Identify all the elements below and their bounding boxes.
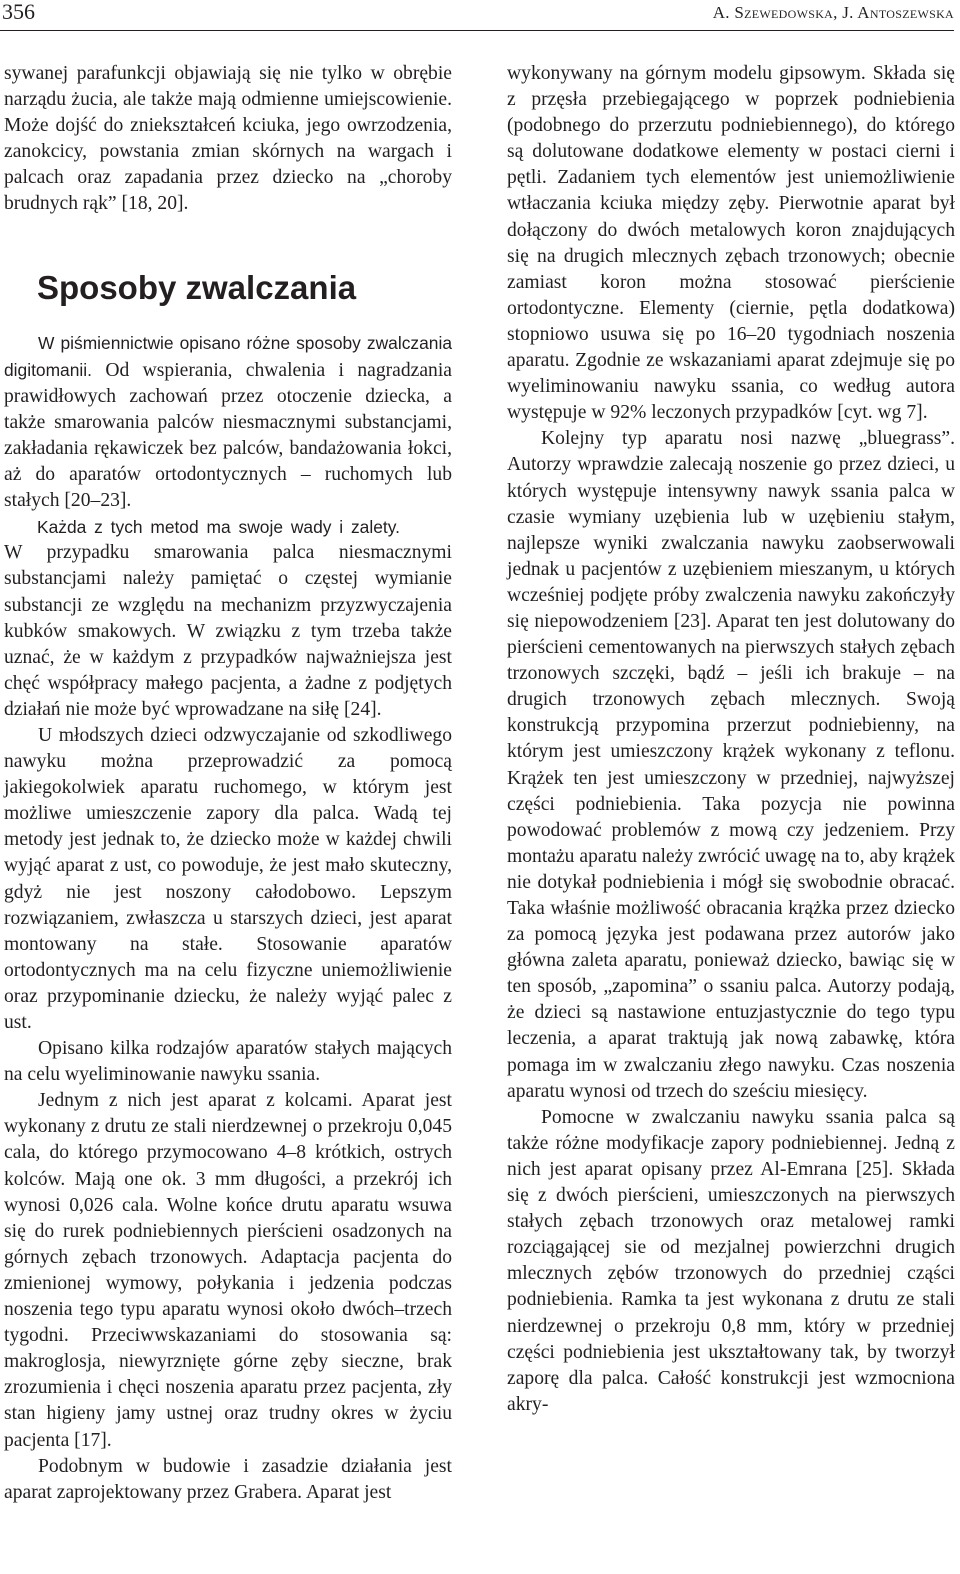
page-header	[0, 0, 954, 31]
paragraph: U młodszych dzieci odzwyczajanie od szkodliwego nawyku można przeprowadzić za pomocą jakiegokolwiek aparatu ruchomego, w którym jest możliwe umieszczenie zapory dla palca. Wadą tej metody jest jednak to, że dziecko może w każdej chwili wyjąć aparat z ust, co powoduje, że jest mało skuteczny, gdyż nie jest noszony całodobowo. Lepszym rozwiązaniem, zwłaszcza u starszych dzieci, jest aparat montowany na stałe. Stosowanie aparatów ortodontycznych ma na celu fizyczne uniemożliwienie oraz przypominanie dziecku, że należy wyjąć palec z ust.	[4, 724, 452, 1033]
paragraph-sans: Każda z tych metod ma swoje wady i zalety.	[37, 517, 400, 538]
paragraph: Jednym z nich jest aparat z kolcami. Aparat jest wykonany z drutu ze stali nierdzewnej o przekroju 0,045 cala, do którego przymocowano 4–8 krótkich, ostrych kolców. Mają one ok. 3 mm długości, a przekrój ich wynosi 0,026 cala. Wolne końce drutu aparatu wsuwa się do rurek podniebiennych pierścieni osadzonych na górnych zębach trzonowych. Adaptacja pacjenta do zmienionej wymowy, połykania i jedzenia podczas noszenia tego typu aparatu wynosi około dwóch–trzech tygodni. Przeciwwskazaniami do stosowania są: makroglosja, niewyrznięte górne zęby sieczne, brak zrozumienia i chęci noszenia aparatu przez pacjenta, zły stan higieny jamy ustnej oraz trudny okres w życiu pacjenta [17].	[4, 1090, 452, 1451]
right-column	[507, 61, 955, 1418]
paragraph: Podobnym w budowie i zasadzie działania jest aparat zaprojektowany przez Grabera. Aparat jest	[4, 1455, 452, 1503]
page-number: 356	[2, 0, 35, 24]
paragraph: wykonywany na górnym modelu gipsowym. Składa się z przęsła przebiegającego w poprzek podniebienia (podobnego do przerzutu podniebiennego), do którego są dolutowane dodatkowe elementy w postaci cierni i pętli. Zadaniem tych elementów jest uniemożliwienie wtłaczania kciuka między zęby. Pierwotnie aparat był dołączony do dwóch metalowych koron znajdujących się na drugich mlecznych zębach trzonowych; obecnie zamiast koron można stosować pierścienie ortodontyczne. Elementy (ciernie, pętla dodatkowa) stopniowo usuwa się po 16–20 tygodniach noszenia aparatu. Zgodnie ze wskazaniami aparat zdejmuje się po wyeliminowaniu nawyku ssania, co według autora występuje w 92% leczonych przypadków [cyt. wg 7].	[507, 63, 955, 424]
paragraph: sywanej parafunkcji objawiają się nie tylko w obrębie narządu żucia, ale także mają odmienne umiejscowienie. Może dojść do zniekształceń kciuka, jego owrzodzenia, zanokcicy, powstania zmian skórnych na wargach i palcach oraz zapadania przez dziecko na „choroby brudnych rąk” [18, 20].	[4, 63, 452, 215]
paragraph: Kolejny typ aparatu nosi nazwę „bluegrass”. Autorzy wprawdzie zalecają noszenie go przez dzieci, u których występuje intensywny nawyk ssania palca w czasie wymiany uzębienia lub w uzębieniu stałym, najlepsze wyniki zwalczania nawyku zaobserwowali jednak u pacjentów z uzębieniem mieszanym, u których wcześniej podjęte próby zwalczenia nawyku zakończyły się niepowodzeniem [23]. Aparat ten jest dolutowany do pierścieni cementowanych na pierwszych stałych zębach trzonowych szczęki, bądź – jeśli ich brakuje – na drugich trzonowych zębach mlecznych. Swoją konstrukcją przypomina przerzut podniebienny, na którym jest umieszczony krążek wykonany z teflonu. Krążek ten jest umieszczony w przedniej, najwyższej części podniebienia. Taka pozycja nie powinna powodować problemów z mową czy jedzeniem. Przy montażu aparatu należy zwrócić uwagę na to, aby krążek nie dotykał podniebienia i mógł się swobodnie obracać. Taka właśnie możliwość obracania krążka przez dziecko za pomocą języka jest podawana przez autorów jako główna zaleta aparatu, ponieważ dziecko, bawiąc się w ten sposób, „zapomina” o ssaniu palca. Autorzy podają, że dzieci są nastawione entuzjastycznie do tego typu leczenia, a aparat traktują jak nową zabawkę, która pomaga im w zwalczaniu złego nawyku. Czas noszenia aparatu wynosi od trzech do sześciu miesięcy.	[507, 428, 955, 1102]
paragraph: Pomocne w zwalczaniu nawyku ssania palca są także różne modyfikacje zapory podniebiennej. Jedną z nich jest aparat opisany przez Al-Emrana [25]. Składa się z dwóch pierścieni, umieszczonych na pierwszych stałych zębach trzonowych oraz metalowej ramki rozciągającej sie od mezjalnej powierzchni drugich mlecznych zębów trzonowych do przedniej cząści podniebienia. Ramka ta jest wykonana z drutu ze stali nierdzewnej o przekroju 0,8 mm, który w przedniej części podniebienia jest ukształtowany tak, by tworzył zaporę dla palca. Całość konstrukcji jest wzmocniona akry-	[507, 1106, 955, 1415]
section-heading: Sposoby zwalczania	[37, 268, 357, 306]
running-head-authors: A. Szewedowska, J. Antoszewska	[712, 3, 954, 22]
paragraph-rest: Od wspierania, chwalenia i nagradzania prawidłowych zachowań przez otoczenie dziecka, a także smarowania palców niesmacznymi substancjami, zakładania rękawiczek bez palców, bandażowania łokci, aż do aparatów ortodontycznych – ruchomych lub stałych [20–23].	[4, 359, 452, 512]
paragraph: W przypadku smarowania palca niesmacznymi substancjami należy pamiętać o częstej wymianie substancji ze względu na mechanizm przyzwyczajenia kubków smakowych. W związku z tym trzeba także uznać, że w każdym z przypadków najważniejsza jest chęć współpracy małego pacjenta, a żadne z podjętych działań nie może być wprowadzane na siłę [24].	[4, 542, 452, 720]
paragraph-lead-sans: W piśmiennictwie opisano różne sposoby zwalczania digitomanii.	[4, 332, 452, 380]
paragraph: Opisano kilka rodzajów aparatów stałych mających na celu wyeliminowanie nawyku ssania.	[4, 1038, 452, 1086]
left-column	[4, 61, 452, 1506]
paragraph	[4, 330, 452, 515]
